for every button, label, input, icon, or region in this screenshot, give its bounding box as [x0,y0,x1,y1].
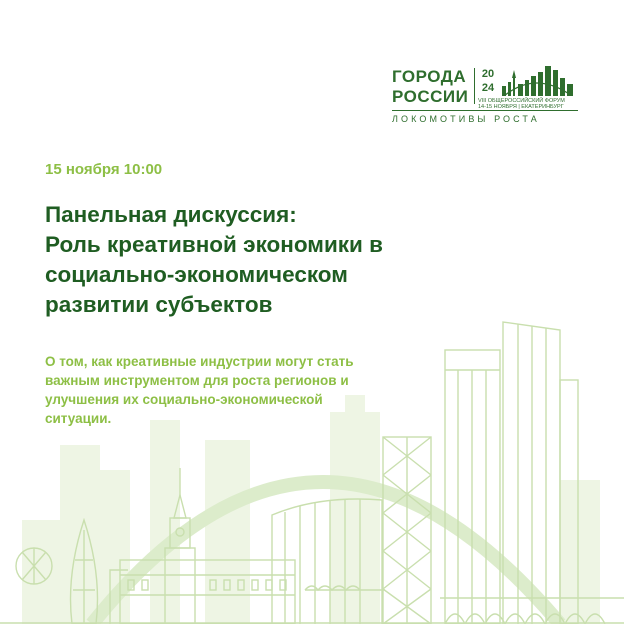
logo-title-line1: ГОРОДА [392,67,467,86]
logo-year-top: 20 [481,68,495,80]
event-description-line: важным инструментом для роста регионов и [45,373,349,388]
logo-tagline: ЛОКОМОТИВЫ РОСТА [392,114,540,124]
event-description-line: улучшения их социально-экономической [45,392,323,407]
logo-forum-line1: VIII ОБЩЕРОССИЙСКИЙ ФОРУМ [478,98,565,104]
event-title-line: Панельная дискуссия: [45,202,297,227]
logo-title-line2: РОССИИ [392,87,469,106]
logo-divider [474,68,475,104]
logo-underline [392,110,578,111]
event-datetime: 15 ноября 10:00 [45,161,163,178]
city-skyline-illustration [0,300,624,624]
forum-logo [392,66,578,130]
event-description-line: ситуации. [45,411,112,426]
logo-year [478,69,498,94]
logo-city-icon [500,66,578,96]
logo-forum-line2: 14-15 НОЯБРЯ | ЕКАТЕРИНБУРГ [478,104,564,110]
logo-year-bottom: 24 [481,82,495,94]
event-title-line: Роль креативной экономики в [45,232,383,257]
event-title-line: развитии субъектов [45,292,273,317]
event-title-line: социально-экономическом [45,262,348,287]
event-description-line: О том, как креативные индустрии могут стать [45,354,354,369]
